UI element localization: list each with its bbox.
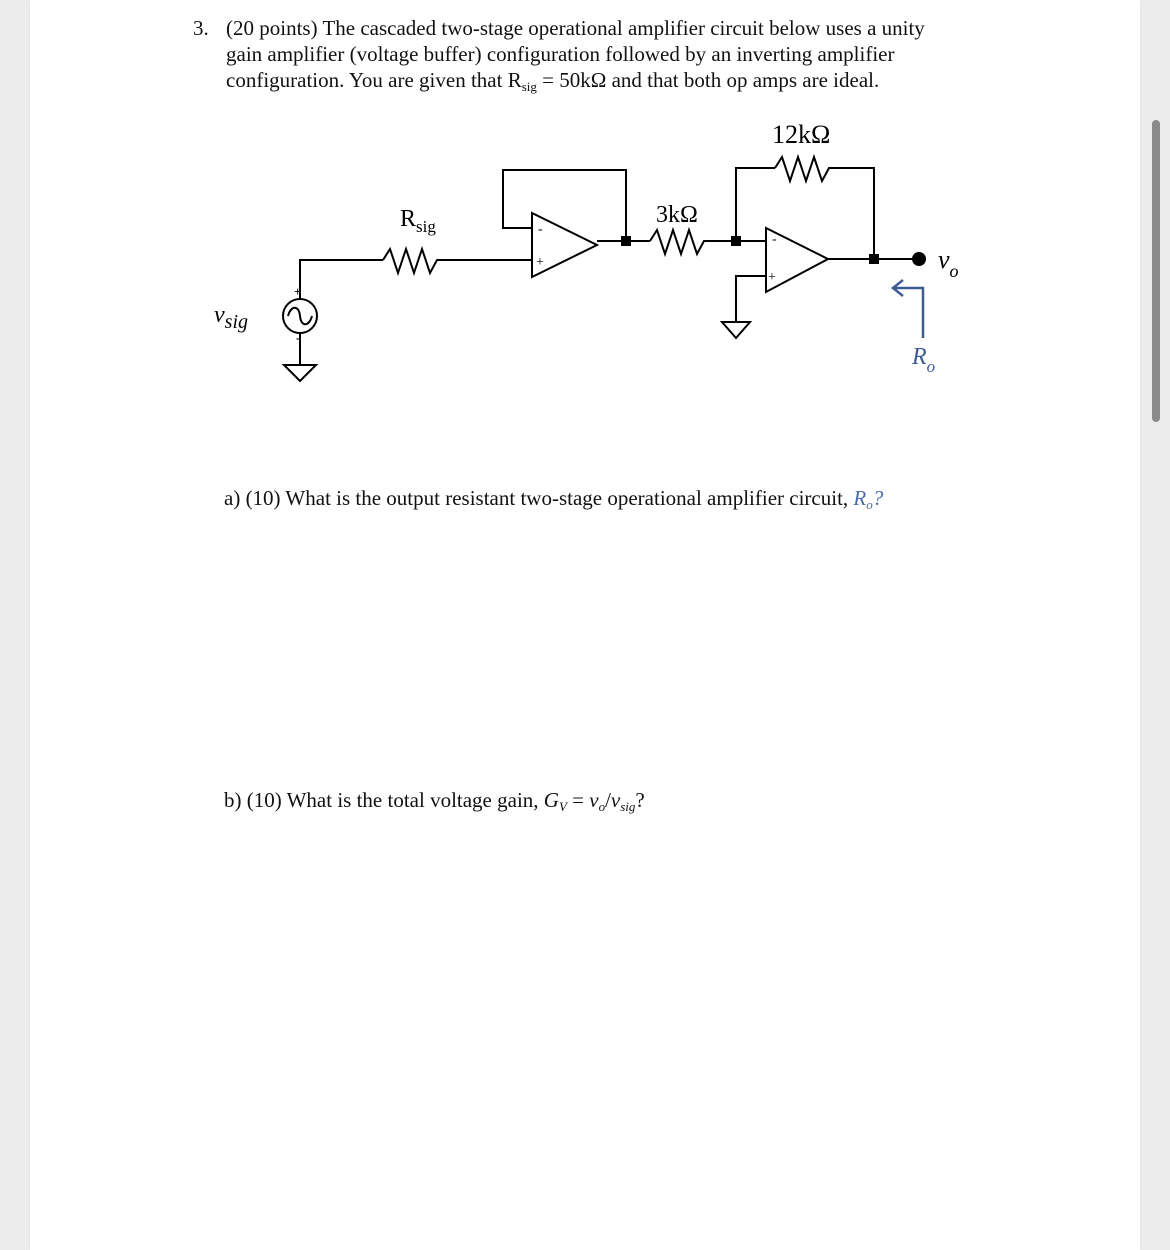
circuit-diagram	[0, 0, 1170, 420]
output-terminal	[912, 252, 926, 266]
scrollbar-thumb[interactable]	[1152, 120, 1160, 422]
opamp1-minus: -	[538, 222, 543, 237]
opamp2-plus: +	[768, 270, 776, 285]
ro-label: $R_o$	[912, 344, 936, 376]
ro-arrow	[893, 280, 923, 338]
rf-resistor	[775, 157, 874, 259]
part-a-question: a) (10) What is the output resistant two-stage operational amplifier circuit, Ro?	[224, 486, 884, 512]
rf-label: 12kΩ	[772, 120, 831, 149]
part-b-question: b) (10) What is the total voltage gain, GV = vo/vsig?	[224, 788, 645, 814]
opamp2-minus: -	[772, 232, 777, 247]
vsig-label: $v_{sig}$	[214, 302, 248, 333]
question-text-line-2: gain amplifier (voltage buffer) configuration followed by an inverting amplifier	[226, 42, 895, 66]
r1-resistor	[650, 230, 766, 254]
question-text-line-1: (20 points) The cascaded two-stage operational amplifier circuit below uses a unity	[226, 16, 925, 40]
source-minus: -	[296, 330, 301, 345]
ground-symbol-opamp2	[722, 322, 750, 338]
opamp1-plus: +	[536, 255, 544, 270]
question-number: 3.	[193, 16, 209, 40]
source-plus: +	[294, 284, 302, 299]
vo-label: $v_o$	[938, 245, 959, 281]
rsig-resistor	[383, 249, 532, 273]
rsig-label: $R_{sig}$	[400, 206, 436, 236]
ground-symbol-source	[284, 365, 316, 381]
r1-label: 3kΩ	[656, 202, 698, 228]
question-text-line-3: configuration. You are given that Rsig = 50kΩ and that both op amps are ideal.	[226, 68, 880, 94]
